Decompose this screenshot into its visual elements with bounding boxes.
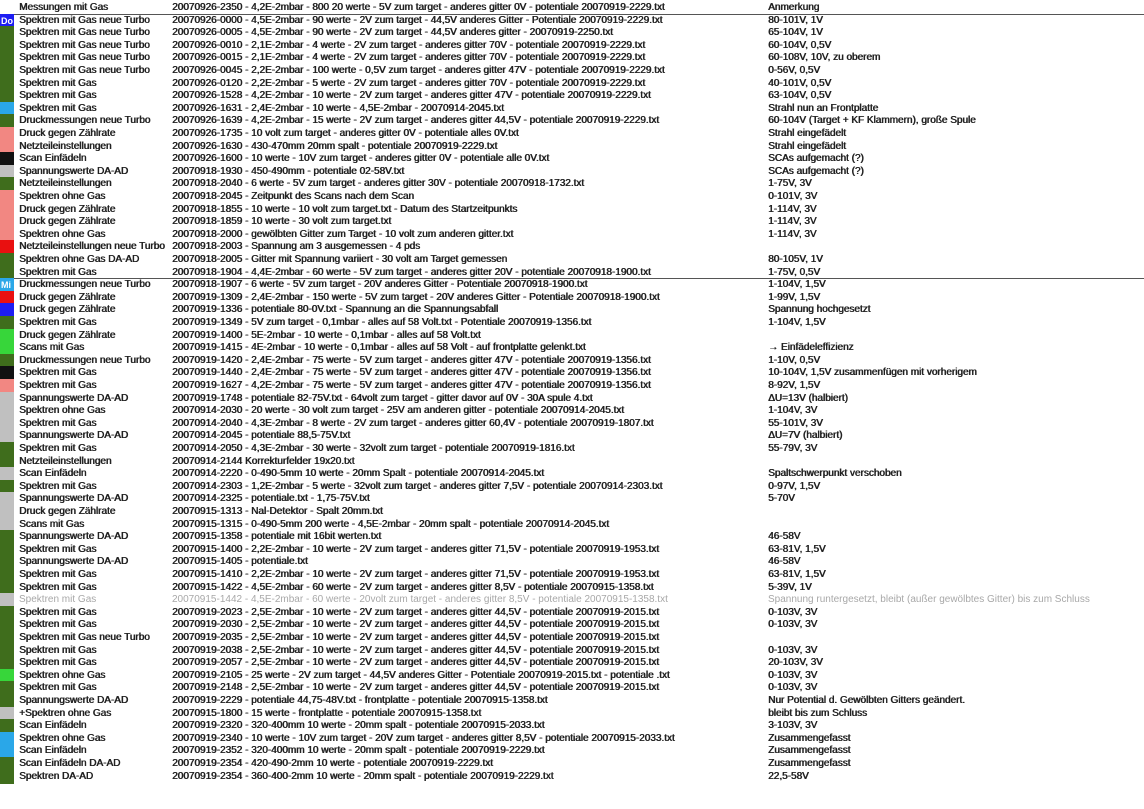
row-note: 1-10V, 0,5V xyxy=(768,354,820,366)
row-category: Spektren mit Gas xyxy=(19,480,97,492)
row-description: 20070918-2005 - Gitter mit Spannung variiert - 30 volt am Target gemessen xyxy=(172,254,507,265)
row-note: 80-101V, 1V xyxy=(768,14,823,26)
row-description: 20070915-1800 - 15 werte - frontplatte - potentiale 20070915-1358.txt xyxy=(172,707,482,719)
category-color-swatch xyxy=(0,770,14,784)
row-description: 20070919-2030 - 2,5E-2mbar - 10 werte - 2V zum target - anderes gitter 44,5V - potentiale 20070919-2015.txt xyxy=(172,619,659,631)
row-note: 1-114V, 3V xyxy=(768,203,817,215)
row-description: 20070919-2354 - 420-490-2mm 10 werte - potentiale 20070919-2229.txt xyxy=(172,758,493,769)
row-note: ΔU=13V (halbiert) xyxy=(768,392,848,404)
row-category: Spektren mit Gas neue Turbo xyxy=(19,65,150,76)
row-category: Netzteileinstellungen xyxy=(19,140,112,152)
row-category: Spannungswerte DA-AD xyxy=(19,165,128,177)
row-note: → Einfädeleffizienz xyxy=(768,342,854,354)
row-note: 1-104V, 3V xyxy=(768,405,818,417)
row-note: 55-79V, 3V xyxy=(768,443,818,454)
row-note: 0-103V, 3V xyxy=(768,619,818,631)
row-description: 20070919-1309 - 2,4E-2mbar - 150 werte - 5V zum target - 20V anderes Gitter - Potentiale 20070918-1900.txt xyxy=(172,291,660,303)
row-description: 20070919-2105 - 25 werte - 2V zum target - 44,5V anderes Gitter - Potentiale 20070919-2015.txt - potentiale .txt xyxy=(172,669,670,681)
row-category: Spektren mit Gas xyxy=(19,619,97,631)
row-note: Strahl eingefädelt xyxy=(768,128,846,139)
row-description: 20070915-1400 - 2,2E-2mbar - 10 werte - 2V zum target - anderes gitter 71,5V - potentiale 20070919-1953.txt xyxy=(172,543,659,555)
row-category: Spektren mit Gas xyxy=(19,443,97,454)
row-description: 20070915-1442 - 4,5E-2mbar - 60 werte - 20volt zum target - anderes gitter 8,5V - potentiale 20070915-1358.txt xyxy=(172,594,668,606)
row-note: SCAs aufgemacht (?) xyxy=(768,153,864,165)
row-category: Spektren mit Gas neue Turbo xyxy=(19,14,150,26)
row-description: 20070919-1440 - 2,4E-2mbar - 75 werte - 5V zum target - anderes gitter 47V - potentiale 20070919-1356.txt xyxy=(172,367,651,379)
row-category: Druck gegen Zählrate xyxy=(19,203,116,215)
row-description: 20070915-1315 - 0-490-5mm 200 werte - 4,5E-2mbar - 20mm spalt - potentiale 20070914-2045.txt xyxy=(172,518,609,530)
row-category: Spektren mit Gas xyxy=(19,102,97,114)
row-note: 46-58V xyxy=(768,531,801,543)
row-category: Spektren mit Gas xyxy=(19,594,97,606)
row-note: 0-103V, 3V xyxy=(768,669,818,681)
row-category: Spektren mit Gas xyxy=(19,367,97,379)
header-category: Messungen mit Gas xyxy=(19,2,108,13)
row-description: 20070914-2144 Korrekturfelder 19x20.txt xyxy=(172,455,355,467)
row-description: 20070918-1859 - 10 werte - 30 volt zum target.txt xyxy=(172,216,392,228)
row-description: 20070918-2000 - gewölbten Gitter zum Target - 10 volt zum anderen gitter.txt xyxy=(172,228,514,240)
row-note: 1-114V, 3V xyxy=(768,228,817,240)
row-category: Spannungswerte DA-AD xyxy=(19,493,128,505)
row-category: Spektren mit Gas neue Turbo xyxy=(19,27,150,39)
row-description: 20070914-2050 - 4,3E-2mbar - 30 werte - 32volt zum target - potentiale 20070919-1816.txt xyxy=(172,443,575,454)
row-description: 20070915-1410 - 2,2E-2mbar - 10 werte - 2V zum target - anderes gitter 71,5V - potentiale 20070919-1953.txt xyxy=(172,569,659,580)
row-description: 20070915-1422 - 4,5E-2mbar - 60 werte - 2V zum target - anderes gitter 8,5V - potentiale 20070915-1358.txt xyxy=(172,581,654,593)
log-row[interactable] xyxy=(0,770,1144,784)
row-note: Spaltschwerpunkt verschoben xyxy=(768,468,902,480)
row-note: Spannung hochgesetzt xyxy=(768,304,871,316)
row-description: 20070914-2325 - potentiale.txt - 1,75-75V.txt xyxy=(172,493,370,505)
header-description: 20070926-2350 - 4,2E-2mbar - 800 20 werte - 5V zum target - anderes gitter 0V - potentiale 20070919-2229.txt xyxy=(172,2,665,13)
row-category: Spektren mit Gas xyxy=(19,417,97,429)
row-category: Spektren mit Gas xyxy=(19,380,97,391)
row-category: Druck gegen Zählrate xyxy=(19,506,116,517)
row-note: Strahl nun an Frontplatte xyxy=(768,102,879,114)
row-description: 20070926-0010 - 2,1E-2mbar - 4 werte - 2V zum target - anderes gitter 70V - potentiale 20070919-2229.txt xyxy=(172,39,646,51)
row-note: 65-104V, 1V xyxy=(768,27,823,39)
row-note: Spannung runtergesetzt, bleibt (außer gewölbtes Gitter) bis zum Schluss xyxy=(768,594,1090,606)
row-description: 20070926-0015 - 2,1E-2mbar - 4 werte - 2V zum target - anderes gitter 70V - potentiale 20070919-2229.txt xyxy=(172,52,646,64)
row-category: Spektren ohne Gas xyxy=(19,669,106,681)
row-description: 20070919-1400 - 5E-2mbar - 10 werte - 0,1mbar - alles auf 58 Volt.txt xyxy=(172,329,481,341)
row-description: 20070919-2354 - 360-400-2mm 10 werte - 20mm spalt - potentiale 20070919-2229.txt xyxy=(172,770,554,782)
row-description: 20070919-2148 - 2,5E-2mbar - 10 werte - 2V zum target - anderes gitter 44,5V - potentiale 20070919-2015.txt xyxy=(172,682,659,694)
row-category: Scan Einfädeln xyxy=(19,153,87,165)
row-note: 0-56V, 0,5V xyxy=(768,65,820,76)
day-label: Do xyxy=(1,15,13,26)
row-note: 0-103V, 3V xyxy=(768,606,818,618)
row-category: Druck gegen Zählrate xyxy=(19,291,116,303)
row-description: 20070918-2003 - Spannung am 3 ausgemessen - 4 pds xyxy=(172,241,420,253)
row-category: Spannungswerte DA-AD xyxy=(19,531,128,543)
row-note: 60-108V, 10V, zu oberem xyxy=(768,52,881,64)
row-description: 20070918-2040 - 6 werte - 5V zum target - anderes gitter 30V - potentiale 20070918-1732.txt xyxy=(172,178,584,190)
row-note: 1-104V, 1,5V xyxy=(768,279,826,291)
row-category: Spektren mit Gas xyxy=(19,581,97,593)
row-category: Druckmessungen neue Turbo xyxy=(19,354,151,366)
row-description: 20070914-2040 - 4,3E-2mbar - 8 werte - 2V zum target - anderes gitter 60,4V - potentiale 20070919-1807.txt xyxy=(172,417,654,429)
row-description: 20070919-2035 - 2,5E-2mbar - 10 werte - 2V zum target - anderes gitter 44,5V - potentiale 20070919-2015.txt xyxy=(172,632,659,643)
row-description: 20070915-1405 - potentiale.txt xyxy=(172,556,308,568)
row-description: 20070926-0120 - 2,2E-2mbar - 5 werte - 2V zum target - anderes gitter 70V - potentiale 20070919-2229.txt xyxy=(172,77,646,89)
row-category: Druck gegen Zählrate xyxy=(19,128,116,139)
row-description: 20070915-1358 - potentiale mit 16bit werten.txt xyxy=(172,531,382,543)
row-note: 46-58V xyxy=(768,556,801,568)
row-description: 20070919-2340 - 10 werte - 10V zum target - 20V zum target - anderes gitter 8,5V - potentiale 20070915-2033.txt xyxy=(172,732,675,744)
row-note: 80-105V, 1V xyxy=(768,254,823,265)
row-category: Spektren mit Gas xyxy=(19,606,97,618)
row-description: 20070919-2320 - 320-400mm 10 werte - 20mm spalt - potentiale 20070915-2033.txt xyxy=(172,720,545,732)
row-category: Netzteileinstellungen neue Turbo xyxy=(19,241,165,253)
row-description: 20070926-1600 - 10 werte - 10V zum target - anderes gitter 0V - potentiale alle 0V.txt xyxy=(172,153,550,165)
row-note: 0-97V, 1,5V xyxy=(768,480,820,492)
row-note: 1-99V, 1,5V xyxy=(768,291,820,303)
row-description: 20070918-1930 - 450-490mm - potentiale 02-58V.txt xyxy=(172,165,405,177)
row-note: 5-70V xyxy=(768,493,795,505)
row-note: SCAs aufgemacht (?) xyxy=(768,165,864,177)
row-note: Zusammengefasst xyxy=(768,732,851,744)
row-note: 3-103V, 3V xyxy=(768,720,818,732)
row-category: Spektren ohne Gas xyxy=(19,191,106,202)
row-note: 40-101V, 0,5V xyxy=(768,77,832,89)
row-note: 20-103V, 3V xyxy=(768,657,823,669)
row-description: 20070919-2023 - 2,5E-2mbar - 10 werte - 2V zum target - anderes gitter 44,5V - potentiale 20070919-2015.txt xyxy=(172,606,659,618)
row-note: 22,5-58V xyxy=(768,770,809,782)
row-note: 0-103V, 3V xyxy=(768,682,818,694)
row-description: 20070926-1735 - 10 volt zum target - anderes gitter 0V - potentiale alles 0V.txt xyxy=(172,128,519,139)
row-description: 20070914-2045 - potentiale 88,5-75V.txt xyxy=(172,430,351,442)
row-category: Spektren mit Gas xyxy=(19,317,97,328)
row-category: Scan Einfädeln DA-AD xyxy=(19,758,121,769)
row-description: 20070926-0045 - 2,2E-2mbar - 100 werte - 0,5V zum target - anderes gitter 47V - potentiale 20070919-2229.txt xyxy=(172,65,665,76)
row-note: Zusammengefasst xyxy=(768,758,851,769)
row-category: Spektren ohne Gas DA-AD xyxy=(19,254,140,265)
row-description: 20070914-2220 - 0-490-5mm 10 werte - 20mm Spalt - potentiale 20070914-2045.txt xyxy=(172,468,544,480)
row-note: bleibt bis zum Schluss xyxy=(768,707,867,719)
row-note: 1-104V, 1,5V xyxy=(768,317,826,328)
row-note: 63-81V, 1,5V xyxy=(768,543,826,555)
row-description: 20070926-0005 - 4,5E-2mbar - 90 werte - 2V zum target - 44,5V anderes gitter - 20070919-2250.txt xyxy=(172,27,613,39)
row-category: Scan Einfädeln xyxy=(19,720,87,732)
row-category: Scans mit Gas xyxy=(19,342,85,354)
row-category: Spektren mit Gas xyxy=(19,543,97,555)
row-note: 5-39V, 1V xyxy=(768,581,812,593)
row-category: Druck gegen Zählrate xyxy=(19,329,116,341)
row-note: 8-92V, 1,5V xyxy=(768,380,820,391)
row-note: Strahl eingefädelt xyxy=(768,140,846,152)
row-category: Spannungswerte DA-AD xyxy=(19,556,128,568)
row-description: 20070926-1528 - 4,2E-2mbar - 10 werte - 2V zum target - anderes gitter 47V - potentiale 20070919-2229.txt xyxy=(172,90,651,102)
row-note: 1-75V, 0,5V xyxy=(768,266,820,278)
row-description: 20070919-2352 - 320-400mm 10 werte - 20mm spalt - potentiale 20070919-2229.txt xyxy=(172,745,545,757)
row-description: 20070926-1639 - 4,2E-2mbar - 15 werte - 2V zum target - anderes gitter 44,5V - potentiale 20070919-2229.txt xyxy=(172,115,659,127)
row-description: 20070918-1855 - 10 werte - 10 volt zum target.txt - Datum des Startzeitpunkts xyxy=(172,203,518,215)
row-category: Spektren mit Gas xyxy=(19,266,97,278)
row-category: Druck gegen Zählrate xyxy=(19,304,116,316)
row-category: Spektren mit Gas xyxy=(19,682,97,694)
row-description: 20070926-0000 - 4,5E-2mbar - 90 werte - 2V zum target - 44,5V anderes Gitter - Potentiale 20070919-2229.txt xyxy=(172,14,663,26)
row-category: Druckmessungen neue Turbo xyxy=(19,279,151,291)
row-description: 20070919-1420 - 2,4E-2mbar - 75 werte - 5V zum target - anderes gitter 47V - potentiale 20070919-1356.txt xyxy=(172,354,651,366)
row-category: Netzteileinstellungen xyxy=(19,455,112,467)
row-description: 20070919-1336 - potentiale 80-0V.txt - Spannung an die Spannungsabfall xyxy=(172,304,499,316)
row-category: Spannungswerte DA-AD xyxy=(19,430,128,442)
row-description: 20070926-1631 - 2,4E-2mbar - 10 werte - 4,5E-2mbar - 20070914-2045.txt xyxy=(172,102,504,114)
row-description: 20070919-2057 - 2,5E-2mbar - 10 werte - 2V zum target - anderes gitter 44,5V - potentiale 20070919-2015.txt xyxy=(172,657,659,669)
row-category: Spektren mit Gas neue Turbo xyxy=(19,632,150,643)
row-description: 20070919-2038 - 2,5E-2mbar - 10 werte - 2V zum target - anderes gitter 44,5V - potentiale 20070919-2015.txt xyxy=(172,644,659,656)
row-category: Spektren mit Gas xyxy=(19,657,97,669)
header-note: Anmerkung xyxy=(768,2,820,13)
row-category: Spektren DA-AD xyxy=(19,770,93,782)
row-description: 20070915-1313 - Nal-Detektor - Spalt 20mm.txt xyxy=(172,506,383,517)
row-category: Spannungswerte DA-AD xyxy=(19,392,128,404)
row-note: 63-81V, 1,5V xyxy=(768,569,826,580)
row-category: Druckmessungen neue Turbo xyxy=(19,115,151,127)
row-description: 20070914-2303 - 1,2E-2mbar - 5 werte - 32volt zum target - anderes gitter 7,5V - potentiale 20070914-2303.txt xyxy=(172,480,663,492)
row-description: 20070918-2045 - Zeitpunkt des Scans nach dem Scan xyxy=(172,191,414,202)
row-note: 55-101V, 3V xyxy=(768,417,823,429)
row-description: 20070919-1748 - potentiale 82-75V.txt - 64volt zum target - gitter davor auf 0V - 30A spule 4.txt xyxy=(172,392,593,404)
day-label: Mi xyxy=(1,280,11,291)
row-category: Scans mit Gas xyxy=(19,518,85,530)
row-description: 20070919-2229 - potentiale 44,75-48V.txt - frontplatte - potentiale 20070915-1358.txt xyxy=(172,695,548,706)
row-category: Spektren ohne Gas xyxy=(19,228,106,240)
row-description: 20070914-2030 - 20 werte - 30 volt zum target - 25V am anderen gitter - potentiale 20070914-2045.txt xyxy=(172,405,624,417)
row-category: Scan Einfädeln xyxy=(19,745,87,757)
row-description: 20070919-1349 - 5V zum target - 0,1mbar - alles auf 58 Volt.txt - Potentiale 20070919-1356.txt xyxy=(172,317,592,328)
row-category: Spektren mit Gas xyxy=(19,644,97,656)
row-category: Spektren mit Gas neue Turbo xyxy=(19,52,150,64)
row-category: Spektren mit Gas neue Turbo xyxy=(19,39,150,51)
row-description: 20070919-1415 - 4E-2mbar - 10 werte - 0,1mbar - alles auf 58 Volt - auf frontplatte gelenkt.txt xyxy=(172,342,586,354)
row-note: Nur Potential d. Gewölbten Gitters geändert. xyxy=(768,695,965,706)
row-category: Spektren ohne Gas xyxy=(19,405,106,417)
row-category: Spektren mit Gas xyxy=(19,90,97,102)
row-note: 0-101V, 3V xyxy=(768,191,818,202)
row-note: 60-104V, 0,5V xyxy=(768,39,832,51)
row-note: 63-104V, 0,5V xyxy=(768,90,832,102)
row-note: 10-104V, 1,5V zusammenfügen mit vorherigem xyxy=(768,367,977,379)
row-note: 60-104V (Target + KF Klammern), große Spule xyxy=(768,115,976,127)
row-category: +Spektren ohne Gas xyxy=(19,707,112,719)
row-note: 1-75V, 3V xyxy=(768,178,812,190)
row-note: 1-114V, 3V xyxy=(768,216,817,228)
row-category: Spannungswerte DA-AD xyxy=(19,695,128,706)
row-note: ΔU=7V (halbiert) xyxy=(768,430,843,442)
row-note: Zusammengefasst xyxy=(768,745,851,757)
row-category: Druck gegen Zählrate xyxy=(19,216,116,228)
row-category: Spektren ohne Gas xyxy=(19,732,106,744)
row-description: 20070918-1907 - 6 werte - 5V zum target - 20V anderes Gitter - Potentiale 20070918-1900.txt xyxy=(172,279,588,291)
row-category: Spektren mit Gas xyxy=(19,77,97,89)
row-note: 0-103V, 3V xyxy=(768,644,818,656)
row-description: 20070918-1904 - 4,4E-2mbar - 60 werte - 5V zum target - anderes gitter 20V - potentiale 20070918-1900.txt xyxy=(172,266,651,278)
row-category: Netzteileinstellungen xyxy=(19,178,112,190)
row-description: 20070919-1627 - 4,2E-2mbar - 75 werte - 5V zum target - anderes gitter 47V - potentiale 20070919-1356.txt xyxy=(172,380,651,391)
row-category: Scan Einfädeln xyxy=(19,468,87,480)
row-category: Spektren mit Gas xyxy=(19,569,97,580)
row-description: 20070926-1630 - 430-470mm 20mm spalt - potentiale 20070919-2229.txt xyxy=(172,140,498,152)
